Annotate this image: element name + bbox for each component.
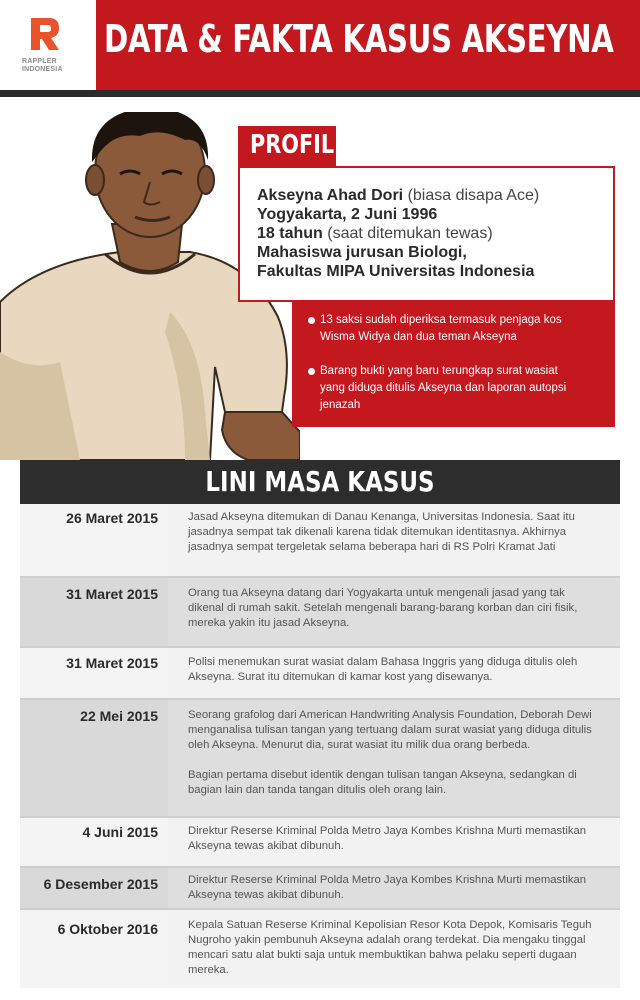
fact-line: 13 saksi sudah diperiksa termasuk penjaga kos	[320, 314, 562, 326]
profil-name-line	[257, 186, 613, 205]
profil-study1: Mahasiswa jurusan Biologi,	[257, 244, 467, 261]
timeline-title: LINI MASA KASUS	[205, 465, 435, 498]
profil-study-line2	[257, 262, 613, 281]
profil-birth-line	[257, 205, 613, 224]
timeline-desc	[188, 586, 598, 631]
timeline-date: 22 Mei 2015	[80, 708, 158, 724]
profil-age-line	[257, 224, 613, 243]
profil-age-note: (saat ditemukan tewas)	[322, 225, 493, 242]
profil-name: Akseyna Ahad Dori	[257, 187, 404, 204]
timeline-desc-para: Bagian pertama disebut identik dengan tulisan tangan Akseyna, sedangkan di bagian lain dan tanda tangan ditulis oleh orang lain.	[188, 769, 577, 796]
timeline-desc-para: Seorang grafolog dari American Handwriting Analysis Foundation, Deborah Dewi menganalisa tulisan tangan yang tertuang dalam surat wasiat yang diduga ditulis oleh Akseyna. Menurut dia, surat wasiat itu milik dua orang berbeda.	[188, 709, 592, 751]
timeline-desc-para: Orang tua Akseyna datang dari Yogyakarta untuk mengenali jasad yang tak dikenal di rumah sakit. Setelah mengenali barang-barang korban dan ciri fisik, mereka yakin itu jasad Akseyna.	[188, 587, 578, 629]
timeline-date: 26 Maret 2015	[66, 510, 158, 526]
timeline-row	[20, 868, 620, 908]
fact-line: jenazah	[320, 399, 361, 411]
timeline-row	[20, 648, 620, 698]
rappler-logo[interactable]	[0, 0, 92, 90]
facts-panel	[292, 302, 615, 427]
timeline-desc	[188, 873, 598, 903]
timeline-row	[20, 910, 620, 988]
profil-label: PROFIL	[250, 130, 335, 160]
timeline-desc-para: Direktur Reserse Kriminal Polda Metro Jaya Kombes Krishna Murti memastikan Akseyna tewas akibat dibunuh.	[188, 825, 587, 852]
rappler-logo-icon	[27, 14, 61, 54]
timeline-desc-para: Direktur Reserse Kriminal Polda Metro Jaya Kombes Krishna Murti memastikan Akseyna tewas akibat dibunuh.	[188, 874, 587, 901]
header	[0, 0, 640, 90]
header-rule	[0, 90, 640, 97]
timeline-desc	[188, 510, 598, 555]
profil-study-line1	[257, 243, 613, 262]
timeline-date: 6 Oktober 2016	[57, 921, 158, 937]
profil-birth: Yogyakarta, 2 Juni 1996	[257, 206, 438, 223]
timeline-desc-para: Polisi menemukan surat wasiat dalam Bahasa Inggris yang diduga ditulis oleh Akseyna. Surat itu ditemukan di kamar kost yang disewanya.	[188, 656, 578, 683]
timeline-desc-para: Kepala Satuan Reserse Kriminal Kepolisian Resor Kota Depok, Komisaris Teguh Nugroho yakin pembunuh Akseyna adalah orang terdekat. Dia mengaku tinggal mencari satu alat bukti saja untuk membuktikan bahwa pelaku seperti dugaan mereka.	[188, 919, 592, 976]
timeline-desc	[188, 824, 598, 854]
bullet-icon	[308, 368, 315, 375]
timeline-date: 31 Maret 2015	[66, 586, 158, 602]
profil-box	[240, 168, 613, 300]
timeline-desc-para: Jasad Akseyna ditemukan di Danau Kenanga, Universitas Indonesia. Saat itu jasadnya sempat tak dikenali karena tidak ditemukan identitasnya. Akhirnya jasadnya sempat tergeletak selama beberapa hari di RS Polri Kramat Jati	[188, 511, 575, 553]
timeline-desc	[188, 918, 598, 978]
fact-line: yang diduga ditulis Akseyna dan laporan autopsi	[320, 382, 567, 394]
timeline-date: 4 Juni 2015	[82, 824, 158, 840]
logo-text-line1: RAPPLER	[22, 58, 57, 65]
timeline-desc	[188, 708, 598, 798]
fact-line: Barang bukti yang baru terungkap surat wasiat	[320, 365, 558, 377]
timeline-date: 6 Desember 2015	[43, 876, 158, 892]
profil-age: 18 tahun	[257, 225, 323, 242]
profil-study2: Fakultas MIPA Universitas Indonesia	[257, 263, 535, 280]
timeline-row	[20, 504, 620, 576]
fact-line: Wisma Widya dan dua teman Akseyna	[320, 331, 517, 343]
bullet-icon	[308, 317, 315, 324]
timeline-desc	[188, 655, 598, 685]
timeline-row	[20, 818, 620, 866]
logo-text	[22, 58, 63, 74]
timeline-date: 31 Maret 2015	[66, 655, 158, 671]
timeline-row	[20, 700, 620, 816]
profil-name-note: (biasa disapa Ace)	[403, 187, 540, 204]
timeline-header	[20, 460, 620, 504]
fact-text	[320, 363, 620, 414]
logo-text-line2: INDONESIA	[22, 66, 63, 73]
fact-text	[320, 312, 620, 346]
page-title: DATA & FAKTA KASUS AKSEYNA	[104, 17, 614, 61]
timeline-row	[20, 578, 620, 646]
